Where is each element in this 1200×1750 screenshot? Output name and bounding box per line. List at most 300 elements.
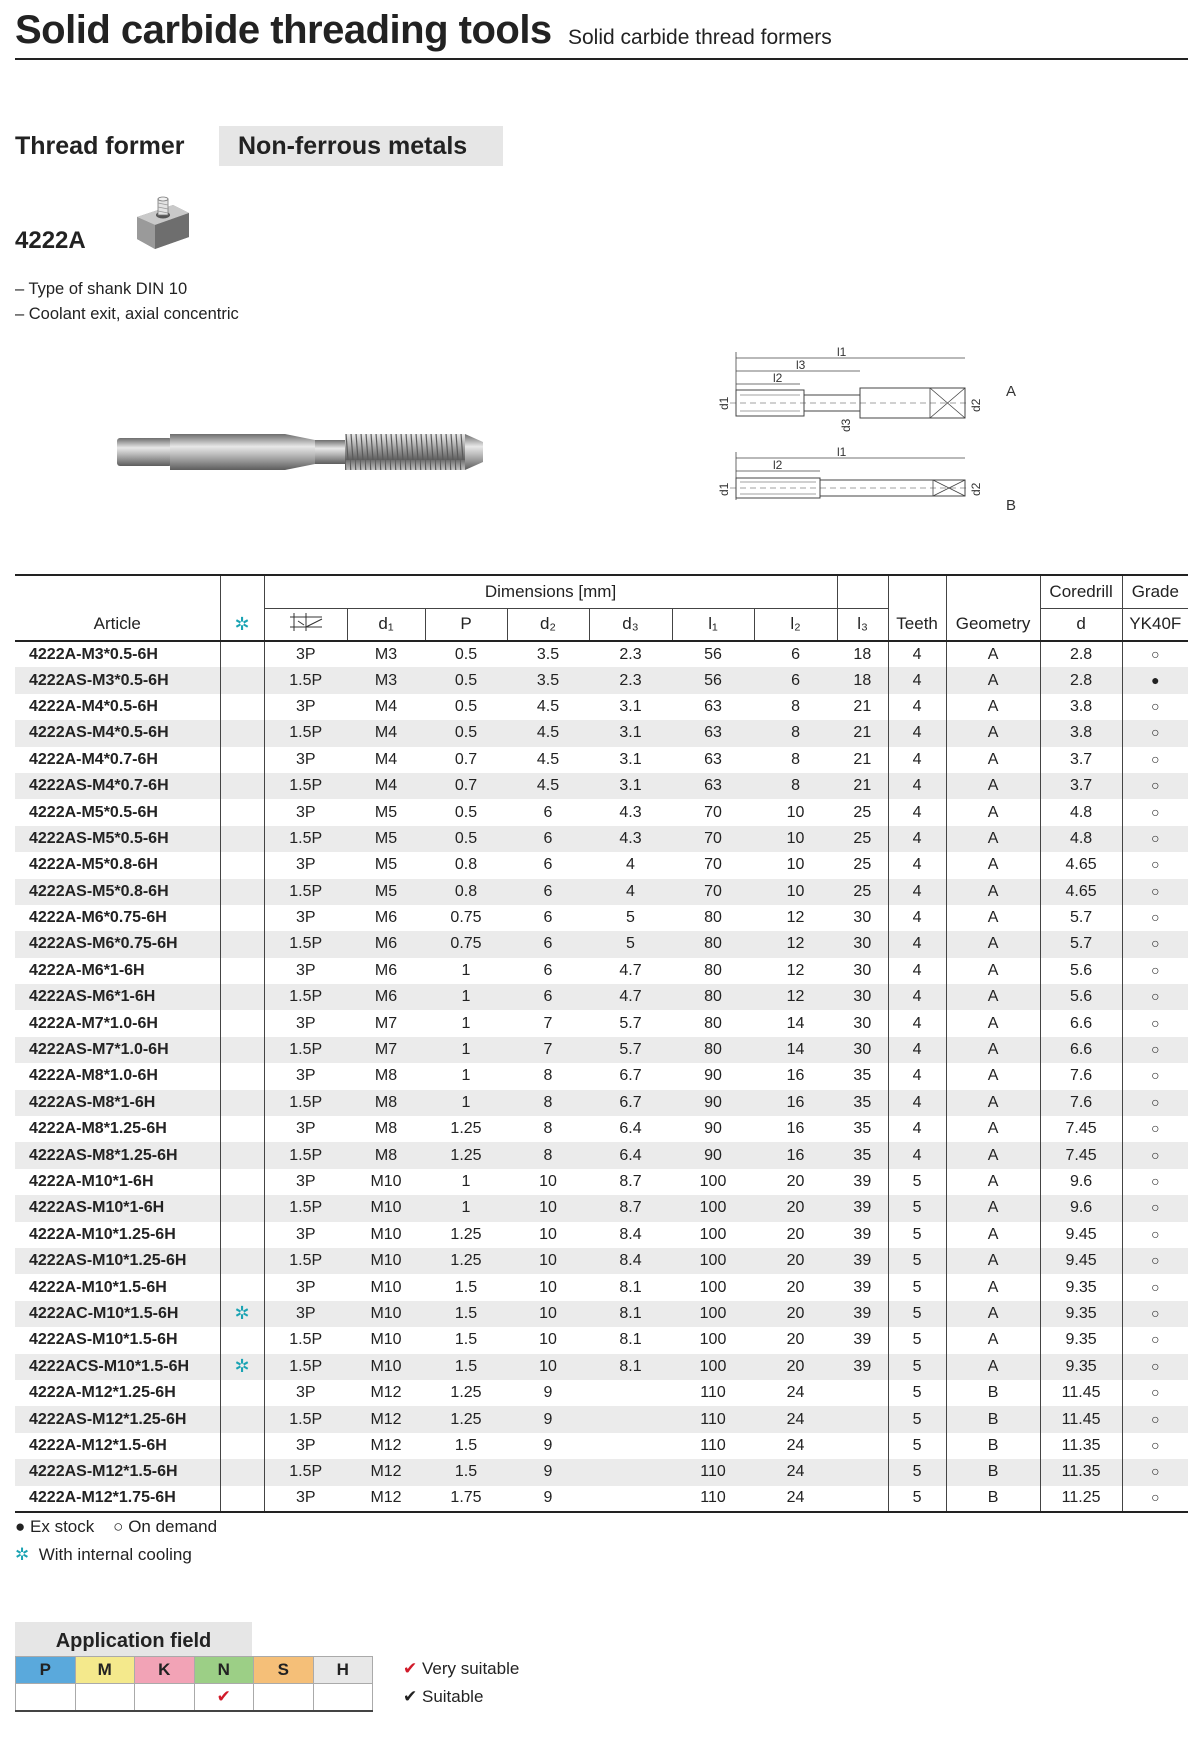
col-d1: d₁ [347, 608, 425, 641]
cell-coredrill-d: 9.45 [1040, 1222, 1122, 1248]
cell-grade [1122, 1380, 1188, 1406]
cell-l1: 100 [672, 1301, 754, 1327]
cell-coredrill-d: 11.45 [1040, 1380, 1122, 1406]
cell-l1: 100 [672, 1195, 754, 1221]
cell-d1: M10 [370, 1331, 402, 1349]
feature-item: – Type of shank DIN 10 [15, 280, 188, 298]
cell-chamfer: 1.5P [264, 1037, 347, 1063]
cell-d3 [589, 1406, 672, 1432]
cell-grade [1122, 799, 1188, 825]
cell-p: 1.25 [425, 1142, 507, 1168]
cell-article: 4222AS-M12*1.5-6H [15, 1459, 220, 1485]
cell-d2: 4.5 [507, 720, 589, 746]
drawing-d1-b: d1 [717, 482, 731, 496]
cell-p: 0.5 [425, 720, 507, 746]
table-row [15, 1195, 1188, 1221]
cell-d1: M6 [374, 961, 398, 979]
cell-article: 4222AS-M5*0.8-6H [15, 879, 220, 905]
col-chamfer [264, 608, 347, 641]
stock-status-icon: ○ [1151, 1199, 1160, 1216]
cell-cooling [220, 1142, 264, 1168]
cell-l2: 16 [754, 1142, 837, 1168]
cell-p: 0.7 [425, 773, 507, 799]
col-article: Article [15, 608, 220, 641]
cell-teeth: 5 [888, 1248, 946, 1274]
cell-geometry: A [946, 720, 1040, 746]
cell-teeth: 4 [888, 1142, 946, 1168]
cell-grade [1122, 1142, 1188, 1168]
cell-l2: 6 [791, 645, 800, 663]
table-row [15, 826, 1188, 852]
cell-d2: 3.5 [507, 667, 589, 693]
cell-p: 1.5 [425, 1301, 507, 1327]
cell-teeth: 4 [888, 958, 946, 984]
cell-d3: 4.3 [619, 803, 642, 821]
cell-d1: M12 [370, 1436, 402, 1454]
cell-geometry: A [946, 931, 1040, 957]
cell-grade [1122, 1459, 1188, 1485]
cell-d1: M12 [347, 1459, 425, 1485]
cell-l3 [837, 1406, 888, 1432]
cell-l3: 39 [853, 1225, 872, 1243]
cell-l2: 20 [786, 1331, 805, 1349]
cell-coredrill-d: 9.6 [1040, 1195, 1122, 1221]
cell-teeth: 5 [888, 1459, 946, 1485]
cell-l3: 21 [837, 773, 888, 799]
cell-geometry: A [946, 641, 1040, 667]
cell-chamfer: 3P [264, 1222, 347, 1248]
cell-d3: 5 [589, 931, 672, 957]
col-d3: d₃ [589, 608, 672, 641]
stock-status-icon: ○ [1151, 1357, 1160, 1374]
cell-d3: 8.1 [619, 1331, 642, 1349]
table-row [15, 720, 1188, 746]
cell-teeth: 4 [888, 747, 946, 773]
stock-status-icon: ○ [1151, 645, 1160, 662]
cell-chamfer: 1.5P [264, 1327, 347, 1353]
cell-cooling [220, 1301, 264, 1327]
stock-legend [15, 1513, 217, 1569]
cell-d3: 6.7 [619, 1067, 642, 1085]
cell-l3: 25 [837, 826, 888, 852]
cell-l2: 20 [754, 1195, 837, 1221]
cell-geometry: A [946, 667, 1040, 693]
chamfer-icon [286, 611, 326, 633]
cell-l2: 8 [754, 773, 837, 799]
cell-p: 1.5 [425, 1354, 507, 1380]
cell-d1: M8 [374, 1120, 398, 1138]
cell-coredrill-d: 7.45 [1040, 1116, 1122, 1142]
cell-article: 4222A-M8*1.0-6H [29, 1067, 158, 1085]
stock-status-icon: ○ [1151, 1067, 1160, 1084]
drawing-l2-b: l2 [773, 458, 783, 472]
cell-l2: 12 [786, 961, 805, 979]
cell-teeth: 4 [888, 720, 946, 746]
cell-d1: M10 [370, 1278, 402, 1296]
cell-l3: 21 [837, 720, 888, 746]
drawing-label-a: A [1006, 383, 1017, 400]
cell-chamfer: 3P [264, 1116, 347, 1142]
cell-l2: 20 [754, 1248, 837, 1274]
cell-cooling [220, 799, 264, 825]
cell-l1: 80 [672, 1037, 754, 1063]
cell-p: 1.75 [425, 1486, 507, 1512]
cell-teeth: 5 [888, 1327, 946, 1353]
cell-p: 1 [461, 1067, 471, 1085]
cell-p: 1.25 [425, 1248, 507, 1274]
cell-l1: 110 [700, 1436, 726, 1454]
stock-status-icon: ○ [1151, 803, 1160, 820]
cell-l1: 90 [672, 1142, 754, 1168]
cell-article: 4222A-M3*0.5-6H [29, 645, 158, 663]
application-mark-row [16, 1684, 373, 1711]
cell-cooling [220, 1459, 264, 1485]
internal-cooling-icon: ✲ [15, 1545, 30, 1564]
cell-l3: 30 [853, 1014, 872, 1032]
cell-d1: M8 [347, 1142, 425, 1168]
internal-cooling-icon: ✲ [234, 1303, 250, 1324]
cell-l2: 14 [754, 1037, 837, 1063]
table-row [15, 958, 1188, 984]
cell-teeth: 4 [888, 984, 946, 1010]
cell-chamfer: 3P [264, 1169, 347, 1195]
cell-p: 0.5 [454, 697, 478, 715]
cell-d2: 10 [539, 1173, 557, 1190]
cell-cooling [220, 747, 264, 773]
cell-coredrill-d: 4.65 [1040, 879, 1122, 905]
table-row [15, 1222, 1188, 1248]
cell-chamfer: 3P [264, 747, 347, 773]
cell-cooling [220, 852, 264, 878]
cell-cooling [220, 1169, 264, 1195]
cell-d2: 8 [543, 1120, 553, 1138]
cell-p: 1.25 [450, 1120, 482, 1138]
table-row [15, 879, 1188, 905]
cell-d3: 5 [626, 909, 635, 927]
cell-article: 4222A-M10*1-6H [29, 1173, 154, 1190]
cell-d1: M10 [347, 1195, 425, 1221]
cell-coredrill-d: 2.8 [1040, 641, 1122, 667]
cell-article: 4222A-M6*1-6H [29, 961, 145, 979]
cell-cooling [220, 1063, 264, 1089]
cell-l2: 20 [786, 1225, 805, 1243]
cell-grade [1122, 1037, 1188, 1063]
cell-grade [1122, 1248, 1188, 1274]
cell-chamfer: 3P [264, 1486, 347, 1512]
stock-status-icon: ○ [1151, 1173, 1160, 1189]
internal-cooling-icon: ✲ [234, 613, 250, 634]
cell-coredrill-d: 5.6 [1040, 958, 1122, 984]
cell-d3: 8.7 [589, 1195, 672, 1221]
cell-l2: 20 [754, 1301, 837, 1327]
cell-l1: 80 [704, 1014, 722, 1032]
cell-p: 1 [425, 1195, 507, 1221]
cell-chamfer: 3P [264, 641, 347, 667]
cell-l1: 90 [704, 1120, 722, 1138]
drawing-l3: l3 [796, 358, 806, 372]
cell-geometry: A [946, 1010, 1040, 1036]
cell-l2: 8 [791, 750, 800, 768]
cell-teeth: 4 [888, 1116, 946, 1142]
ex-stock-label: Ex stock [30, 1517, 95, 1536]
col-coredrill-d: d [1040, 608, 1122, 641]
cell-geometry: A [946, 747, 1040, 773]
cell-l1: 56 [672, 667, 754, 693]
cell-geometry: A [946, 1222, 1040, 1248]
cell-article: 4222AS-M3*0.5-6H [15, 667, 220, 693]
cell-l1: 56 [704, 645, 722, 663]
table-row [15, 984, 1188, 1010]
cell-geometry: B [946, 1459, 1040, 1485]
cell-l2: 16 [786, 1067, 805, 1085]
technical-drawing [700, 340, 1040, 540]
cell-l3: 18 [853, 645, 872, 663]
cell-cooling [220, 1354, 264, 1380]
table-row [15, 1116, 1188, 1142]
cell-p: 1 [461, 1173, 471, 1190]
threaded-block-icon [135, 195, 191, 250]
cell-chamfer: 1.5P [264, 984, 347, 1010]
cell-d1: M4 [374, 697, 398, 715]
cell-d3: 4 [589, 879, 672, 905]
cell-chamfer: 3P [264, 694, 347, 720]
cell-geometry: A [946, 773, 1040, 799]
cell-grade [1122, 826, 1188, 852]
suitable-row [403, 1683, 519, 1711]
cell-d1: M3 [347, 667, 425, 693]
table-row [15, 1248, 1188, 1274]
drawing-d2-b: d2 [969, 482, 983, 496]
cell-l2: 14 [786, 1014, 805, 1032]
cell-coredrill-d: 3.8 [1040, 694, 1122, 720]
cell-teeth: 5 [888, 1222, 946, 1248]
cell-coredrill-d: 5.6 [1040, 984, 1122, 1010]
cell-cooling [220, 984, 264, 1010]
cell-chamfer: 1.5P [264, 1195, 347, 1221]
cell-geometry: A [946, 826, 1040, 852]
table-row [15, 1380, 1188, 1406]
application-group-p: P [16, 1657, 76, 1684]
cell-d2: 6 [507, 984, 589, 1010]
stock-status-icon: ● [1151, 671, 1160, 688]
cell-cooling [220, 694, 264, 720]
cell-l2: 8 [754, 720, 837, 746]
cell-d3 [589, 1459, 672, 1485]
cell-p: 0.5 [425, 826, 507, 852]
legend-stock-row [15, 1513, 217, 1541]
cell-l1: 63 [704, 697, 722, 715]
cell-teeth: 5 [888, 1195, 946, 1221]
cell-l3: 25 [837, 879, 888, 905]
stock-status-icon: ○ [1151, 724, 1160, 741]
cell-grade [1122, 1222, 1188, 1248]
cell-d1: M10 [347, 1301, 425, 1327]
cell-l2: 24 [786, 1384, 805, 1402]
col-geometry: Geometry [946, 608, 1040, 641]
cell-p: 1.25 [425, 1406, 507, 1432]
cell-cooling [220, 826, 264, 852]
table-row [15, 905, 1188, 931]
cell-chamfer: 3P [264, 1010, 347, 1036]
cell-l3: 30 [837, 1037, 888, 1063]
cell-d1: M10 [347, 1354, 425, 1380]
table-row [15, 1274, 1188, 1300]
cell-chamfer: 1.5P [264, 1354, 347, 1380]
cell-geometry: A [946, 799, 1040, 825]
cell-l2: 24 [754, 1459, 837, 1485]
cell-p: 0.75 [450, 909, 482, 927]
cell-d3: 8.7 [619, 1173, 642, 1190]
cell-l3: 30 [853, 961, 872, 979]
cell-l1: 80 [704, 961, 722, 979]
application-group-row [16, 1657, 373, 1684]
cell-d2: 4.5 [536, 697, 560, 715]
cell-d1: M4 [347, 773, 425, 799]
cell-chamfer: 3P [264, 1063, 347, 1089]
cell-d1: M8 [347, 1090, 425, 1116]
table-row [15, 1063, 1188, 1089]
cell-cooling [220, 667, 264, 693]
cell-d2: 9 [507, 1406, 589, 1432]
cell-l3: 30 [853, 909, 872, 927]
cell-d3 [589, 1486, 672, 1512]
table-row [15, 1406, 1188, 1432]
cell-l3: 30 [837, 931, 888, 957]
cell-article: 4222AS-M6*0.75-6H [15, 931, 220, 957]
cell-l2: 24 [754, 1406, 837, 1432]
cell-l3: 30 [837, 984, 888, 1010]
cell-l3: 35 [837, 1090, 888, 1116]
stock-status-icon: ○ [1151, 1331, 1160, 1348]
cell-article: 4222A-M5*0.5-6H [29, 803, 158, 821]
cell-l3 [837, 1433, 888, 1459]
cell-d3 [589, 1433, 672, 1459]
cell-p: 0.8 [425, 879, 507, 905]
cell-grade [1122, 1433, 1188, 1459]
cell-cooling [220, 1037, 264, 1063]
application-mark-s [254, 1684, 314, 1711]
cell-d1: M5 [347, 826, 425, 852]
cell-d1: M12 [370, 1384, 402, 1402]
cell-teeth: 5 [888, 1274, 946, 1300]
table-row [15, 1354, 1188, 1380]
cell-grade [1122, 720, 1188, 746]
cell-d1: M7 [374, 1014, 398, 1032]
cell-d3: 3.1 [589, 720, 672, 746]
cell-chamfer: 1.5P [264, 1142, 347, 1168]
cell-l3 [837, 1380, 888, 1406]
cell-grade [1122, 694, 1188, 720]
cell-p: 1.5 [425, 1459, 507, 1485]
cell-geometry: B [946, 1406, 1040, 1432]
cell-d2: 10 [507, 1354, 589, 1380]
dimensions-header: Dimensions [mm] [264, 575, 837, 608]
cell-d2: 6 [543, 803, 553, 821]
cell-l2: 24 [754, 1486, 837, 1512]
cell-d3: 6.4 [589, 1142, 672, 1168]
cell-d2: 6 [543, 961, 553, 979]
application-mark-h [313, 1684, 373, 1711]
cell-d3: 4 [626, 856, 635, 874]
cell-l1: 110 [672, 1486, 754, 1512]
cell-l2: 20 [786, 1173, 805, 1190]
cell-chamfer: 3P [264, 905, 347, 931]
cell-teeth: 4 [888, 1063, 946, 1089]
cell-coredrill-d: 11.35 [1040, 1459, 1122, 1485]
cell-d3: 6.7 [589, 1090, 672, 1116]
cell-l2: 20 [754, 1354, 837, 1380]
cell-grade [1122, 931, 1188, 957]
application-group-s: S [254, 1657, 314, 1684]
cell-article: 4222AC-M10*1.5-6H [15, 1301, 220, 1327]
cell-l3 [837, 1459, 888, 1485]
cell-geometry: A [946, 1195, 1040, 1221]
cell-l1: 90 [672, 1090, 754, 1116]
cell-l2: 16 [754, 1090, 837, 1116]
table-row [15, 1169, 1188, 1195]
cell-grade [1122, 1406, 1188, 1432]
cell-article: 4222AS-M5*0.5-6H [15, 826, 220, 852]
cell-article: 4222A-M10*1.25-6H [29, 1225, 176, 1243]
cell-cooling [220, 1380, 264, 1406]
col-grade-yk40f: YK40F [1122, 608, 1188, 641]
cell-article: 4222AS-M10*1.25-6H [15, 1248, 220, 1274]
cell-l1: 63 [672, 773, 754, 799]
cell-chamfer: 3P [264, 1274, 347, 1300]
cell-d1: M12 [347, 1486, 425, 1512]
cell-l3: 39 [853, 1173, 872, 1190]
cell-geometry: A [946, 1116, 1040, 1142]
cell-coredrill-d: 9.45 [1040, 1248, 1122, 1274]
cell-grade [1122, 905, 1188, 931]
cell-cooling [220, 773, 264, 799]
cell-p: 0.7 [454, 750, 478, 768]
cell-chamfer: 1.5P [264, 1459, 347, 1485]
table-row [15, 773, 1188, 799]
cell-coredrill-d: 7.45 [1040, 1142, 1122, 1168]
cell-l3: 21 [853, 697, 872, 715]
cell-teeth: 4 [888, 905, 946, 931]
stock-status-icon: ○ [1151, 1041, 1160, 1058]
cell-d2: 8 [507, 1090, 589, 1116]
cell-grade [1122, 1327, 1188, 1353]
cell-d1: M7 [347, 1037, 425, 1063]
cell-chamfer: 3P [264, 1380, 347, 1406]
stock-status-icon: ○ [1151, 1252, 1160, 1269]
cell-grade [1122, 1195, 1188, 1221]
cell-d2: 6 [543, 856, 553, 874]
cell-p: 1 [461, 961, 471, 979]
cell-l2: 8 [791, 697, 800, 715]
cell-grade [1122, 879, 1188, 905]
cell-l2: 12 [754, 931, 837, 957]
cell-cooling [220, 720, 264, 746]
cell-l3: 21 [853, 750, 872, 768]
cell-l1: 80 [672, 931, 754, 957]
cell-grade [1122, 1354, 1188, 1380]
drawing-d1-a: d1 [717, 396, 731, 410]
cell-chamfer: 1.5P [264, 879, 347, 905]
cell-p: 1.5 [454, 1278, 478, 1296]
cell-d1: M10 [370, 1225, 402, 1243]
cell-l1: 70 [672, 879, 754, 905]
cell-coredrill-d: 6.6 [1040, 1037, 1122, 1063]
cell-teeth: 5 [888, 1406, 946, 1432]
stock-status-icon: ○ [1151, 1225, 1160, 1242]
drawing-d2-a: d2 [969, 398, 983, 412]
cell-article: 4222AS-M8*1.25-6H [15, 1142, 220, 1168]
stock-status-icon: ○ [1151, 1489, 1160, 1506]
